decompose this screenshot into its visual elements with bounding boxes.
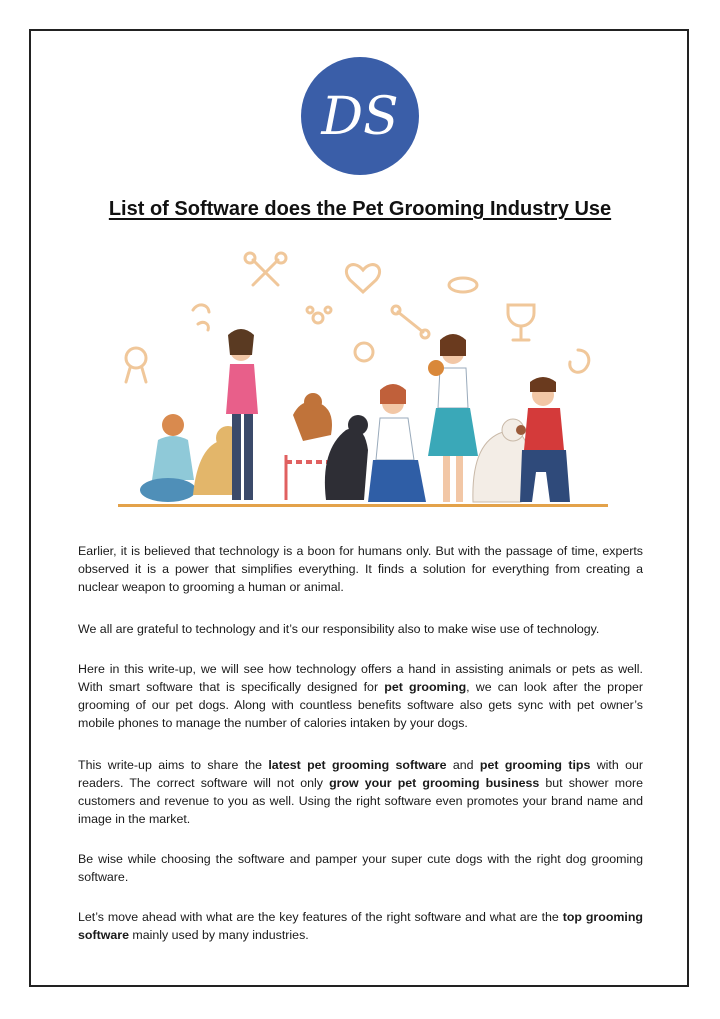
text-span: Here in this write-up, we will see how technology offers a hand in assisting animals or pets as well. With smart software that is specifically designed for	[78, 662, 643, 694]
ds-logo	[300, 56, 420, 176]
text-span: mainly used by many industries.	[128, 928, 309, 942]
paragraph-be-wise: Be wise while choosing the software and pamper your super cute dogs with the right dog grooming software.	[78, 852, 643, 884]
paragraph-writeup	[78, 660, 643, 732]
paragraph-gratitude: We all are grateful to technology and it’s our responsibility also to make wise use of technology.	[78, 622, 600, 636]
pet-grooming-illustration	[118, 240, 608, 510]
text-span: and	[446, 758, 480, 772]
paragraph-intro: Earlier, it is believed that technology is a boon for humans only. But with the passage of time, experts observed it is a power that simplifies everything. It finds a solution for everything from creating a nuclear weapon to grooming a human or animal.	[78, 544, 643, 594]
text-span: , we can look after the proper grooming of our pet dogs. Along with countless benefits software also gets sync with pet owner’s mobile phones to manage the number of calories intaken by your dogs.	[78, 680, 644, 730]
text-span: This write-up aims to share the	[78, 758, 269, 772]
keyword-link: top grooming software	[78, 910, 643, 942]
document-title: List of Software does the Pet Grooming Industry Use	[108, 198, 612, 220]
keyword-link: pet grooming tips	[479, 758, 591, 772]
keyword-link: pet grooming	[384, 680, 467, 694]
text-span: Let’s move ahead with what are the key features of the right software and what are the	[78, 910, 563, 924]
keyword-link: grow your pet grooming business	[329, 776, 540, 790]
text-span: with our readers. The correct software will not only	[78, 758, 644, 790]
paragraph-move-ahead	[78, 908, 643, 944]
keyword-link: latest pet grooming software	[268, 758, 447, 772]
text-span: but shower more customers and revenue to you as well. Using the right software even promotes your brand name and image in the market.	[78, 776, 643, 826]
paragraph-aims	[78, 756, 643, 828]
logo-letters: DS	[321, 87, 399, 147]
